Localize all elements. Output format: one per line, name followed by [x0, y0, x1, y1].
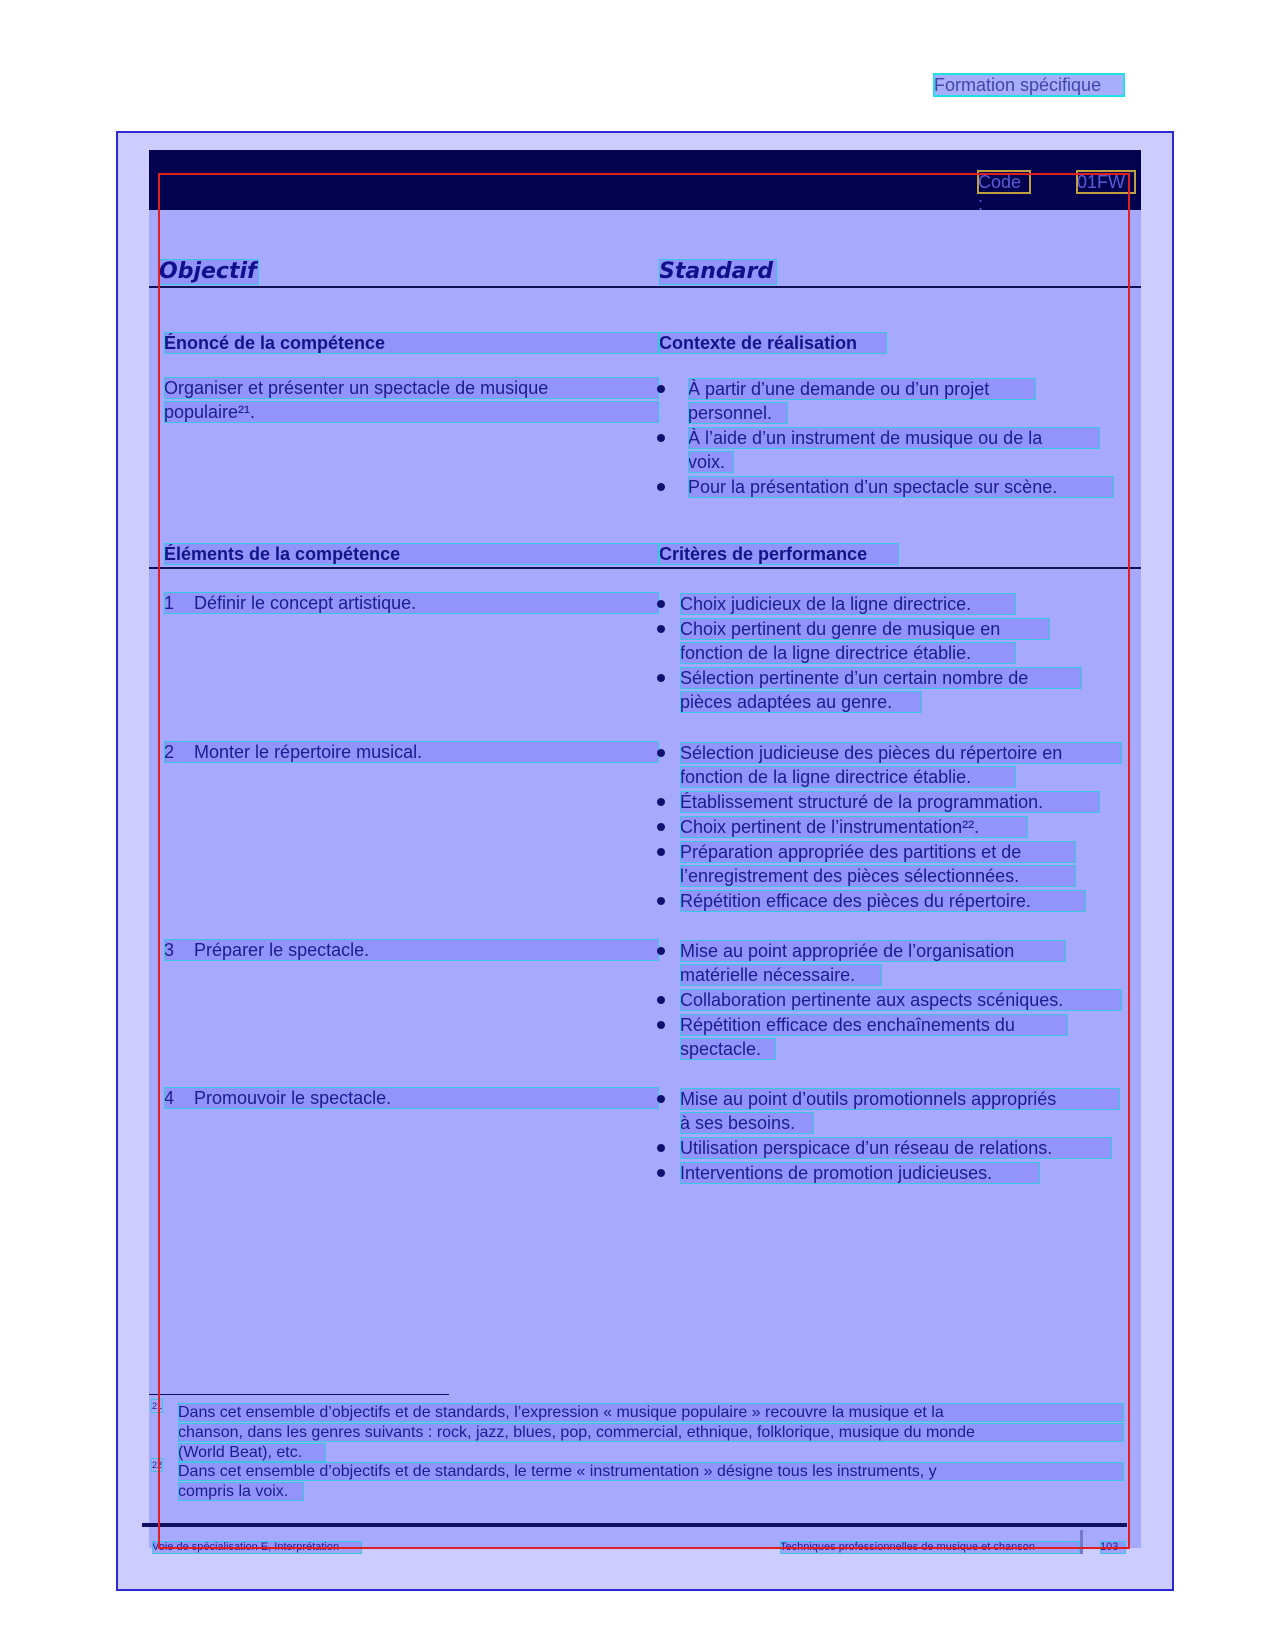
criterion-line: Répétition efficace des enchaînements du	[680, 1014, 1068, 1036]
contexte-item-2-line-2: voix.	[688, 451, 734, 473]
bullet-icon	[657, 749, 665, 757]
criterion-line: matérielle nécessaire.	[680, 964, 882, 986]
element-label: Monter le répertoire musical.	[194, 742, 423, 762]
footer-divider	[142, 1523, 1127, 1527]
bullet-icon	[657, 434, 665, 442]
element-number: 4	[164, 1088, 175, 1108]
contexte-item-3: Pour la présentation d’un spectacle sur scène.	[688, 476, 1114, 498]
bullet-icon	[657, 848, 665, 856]
element-row	[164, 939, 659, 961]
bullet-icon	[657, 823, 665, 831]
element-row	[164, 1087, 659, 1109]
criterion-line: fonction de la ligne directrice établie.	[680, 642, 1016, 664]
section-label: Formation spécifique	[934, 74, 1124, 96]
enonce-text-line-2: populaire²¹.	[164, 401, 659, 423]
bullet-icon	[657, 798, 665, 806]
footnote-line: compris la voix.	[178, 1482, 304, 1501]
contexte-item-2-line-1: À l’aide d’un instrument de musique ou de la	[688, 427, 1100, 449]
criterion-line: Répétition efficace des pièces du répertoire.	[680, 890, 1086, 912]
criteres-heading: Critères de performance	[659, 543, 899, 565]
page-number: 103	[1100, 1541, 1126, 1554]
criterion-line: Choix pertinent de l’instrumentation²².	[680, 816, 1028, 838]
footnote-line: Dans cet ensemble d’objectifs et de standards, l’expression « musique populaire » recouvre la musique et la	[178, 1403, 1124, 1422]
footnote-line: (World Beat), etc.	[178, 1443, 326, 1462]
element-label: Promouvoir le spectacle.	[194, 1088, 392, 1108]
element-row	[164, 592, 659, 614]
code-value: 01FW	[1077, 171, 1135, 193]
criterion-line: Établissement structuré de la programmation.	[680, 791, 1100, 813]
footnote-mark: 22	[152, 1460, 163, 1470]
bullet-icon	[657, 1169, 665, 1177]
criterion-line: Collaboration pertinente aux aspects scéniques.	[680, 989, 1122, 1011]
elements-divider	[149, 567, 1141, 569]
bullet-icon	[657, 483, 665, 491]
footnote-line: chanson, dans les genres suivants : rock, jazz, blues, pop, commercial, ethnique, folklorique, musique du monde	[178, 1423, 1124, 1442]
bullet-icon	[657, 600, 665, 608]
bullet-icon	[657, 897, 665, 905]
bullet-icon	[657, 1095, 665, 1103]
criterion-line: l’enregistrement des pièces sélectionnées.	[680, 865, 1076, 887]
criterion-line: Utilisation perspicace d’un réseau de relations.	[680, 1137, 1112, 1159]
criterion-line: Sélection judicieuse des pièces du répertoire en	[680, 742, 1122, 764]
bullet-icon	[657, 674, 665, 682]
footer-separator	[1080, 1530, 1083, 1554]
element-number: 3	[164, 940, 175, 960]
criterion-line: pièces adaptées au genre.	[680, 691, 922, 713]
elements-heading: Éléments de la compétence	[164, 543, 659, 565]
criterion-line: Préparation appropriée des partitions et de	[680, 841, 1076, 863]
criterion-line: Choix pertinent du genre de musique en	[680, 618, 1050, 640]
bullet-icon	[657, 996, 665, 1004]
contexte-item-1-line-2: personnel.	[688, 402, 788, 424]
criterion-line: Sélection pertinente d’un certain nombre de	[680, 667, 1082, 689]
criterion-line: Mise au point appropriée de l’organisation	[680, 940, 1066, 962]
footnote-divider	[149, 1394, 449, 1395]
element-label: Définir le concept artistique.	[194, 593, 417, 613]
bullet-icon	[657, 947, 665, 955]
bullet-icon	[657, 1144, 665, 1152]
contexte-item-1-line-1: À partir d’une demande ou d’un projet	[688, 378, 1036, 400]
enonce-heading: Énoncé de la compétence	[164, 332, 659, 354]
code-label: Code :	[978, 171, 1030, 193]
footnote-mark: 21	[152, 1401, 163, 1411]
element-label: Préparer le spectacle.	[194, 940, 370, 960]
objective-title: Objectif	[159, 259, 259, 285]
criterion-line: Interventions de promotion judicieuses.	[680, 1162, 1040, 1184]
contexte-heading: Contexte de réalisation	[659, 332, 887, 354]
criterion-line: spectacle.	[680, 1038, 776, 1060]
bullet-icon	[657, 625, 665, 633]
element-row	[164, 741, 659, 763]
bullet-icon	[657, 385, 665, 393]
title-divider	[149, 286, 1141, 288]
element-number: 2	[164, 742, 175, 762]
enonce-text-line-1: Organiser et présenter un spectacle de musique	[164, 377, 659, 399]
footnote-line: Dans cet ensemble d’objectifs et de standards, le terme « instrumentation » désigne tous les instruments, y	[178, 1462, 1124, 1481]
criterion-line: Choix judicieux de la ligne directrice.	[680, 593, 1016, 615]
standard-title: Standard	[659, 259, 777, 285]
element-number: 1	[164, 593, 175, 613]
bullet-icon	[657, 1021, 665, 1029]
footer-left: Voie de spécialisation E, Interprétation	[152, 1541, 362, 1554]
criterion-line: fonction de la ligne directrice établie.	[680, 766, 1016, 788]
footer-right: Techniques professionnelles de musique et chanson	[780, 1541, 1080, 1554]
criterion-line: Mise au point d’outils promotionnels appropriés	[680, 1088, 1120, 1110]
criterion-line: à ses besoins.	[680, 1112, 814, 1134]
